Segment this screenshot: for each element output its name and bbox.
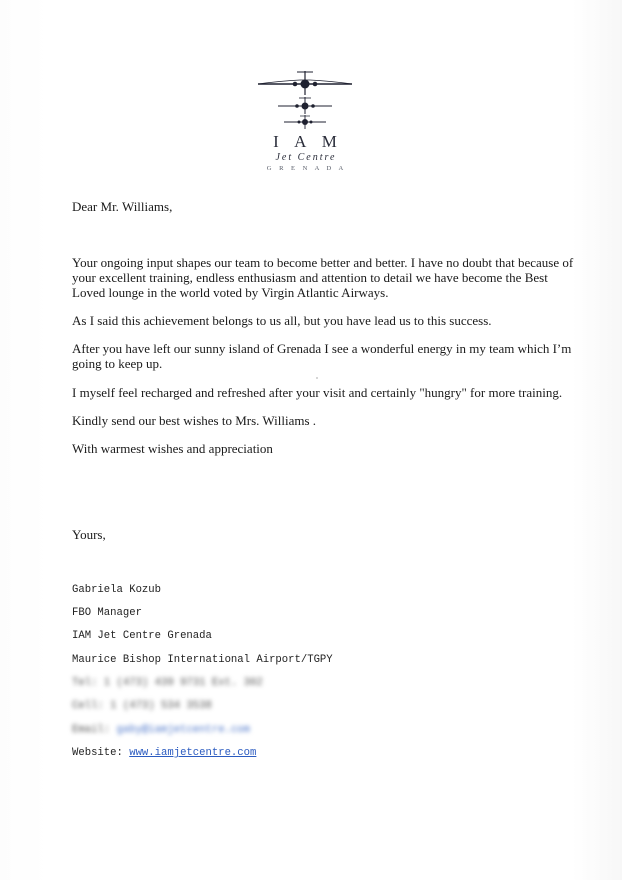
email-label-redacted: Email: [72,724,111,736]
jet-planes-icon [250,62,360,132]
paragraph-1-line-1: Your ongoing input shapes our team to become better and better. I have no doubt that because of [72,255,574,270]
signature-website-row [72,747,256,760]
signature-company: IAM Jet Centre Grenada [72,630,212,642]
paragraph-5: Kindly send our best wishes to Mrs. Williams . [72,413,317,428]
signature-name: Gabriela Kozub [72,584,162,596]
logo-location: G R E N A D A [266,165,347,172]
website-label: Website: [72,747,123,759]
logo-subtitle: Jet Centre [275,152,337,163]
paragraph-1-line-3: Loved lounge in the world voted by Virgin Atlantic Airways. [72,285,389,300]
website-link[interactable]: www.iamjetcentre.com [129,747,257,759]
paragraph-3-line-1: After you have left our sunny island of Grenada I see a wonderful energy in my team which I’m [72,341,572,356]
paragraph-3-line-2: going to keep up. [72,356,163,371]
company-logo [250,62,360,180]
signature-airport: Maurice Bishop International Airport/TGPY [72,654,333,666]
logo-name: I A M [273,132,343,151]
closing: Yours, [72,527,106,542]
signature-email-row [72,724,250,737]
signature-title: FBO Manager [72,607,142,619]
paragraph-1-line-2: your excellent training, endless enthusiasm and attention to detail we have become the Best [72,270,548,285]
signature-tel-redacted: Tel: 1 (473) 439 9731 Ext. 302 [72,677,263,689]
email-link-redacted[interactable]: gaby@iamjetcentre.com [116,724,251,736]
paragraph-6: With warmest wishes and appreciation [72,441,273,456]
salutation: Dear Mr. Williams, [72,199,173,214]
scan-speck [316,377,318,379]
paragraph-2: As I said this achievement belongs to us all, but you have lead us to this success. [72,313,492,328]
paragraph-4: I myself feel recharged and refreshed after your visit and certainly "hungry" for more training. [72,385,563,400]
signature-cell-redacted: Cell: 1 (473) 534 3538 [72,700,212,712]
